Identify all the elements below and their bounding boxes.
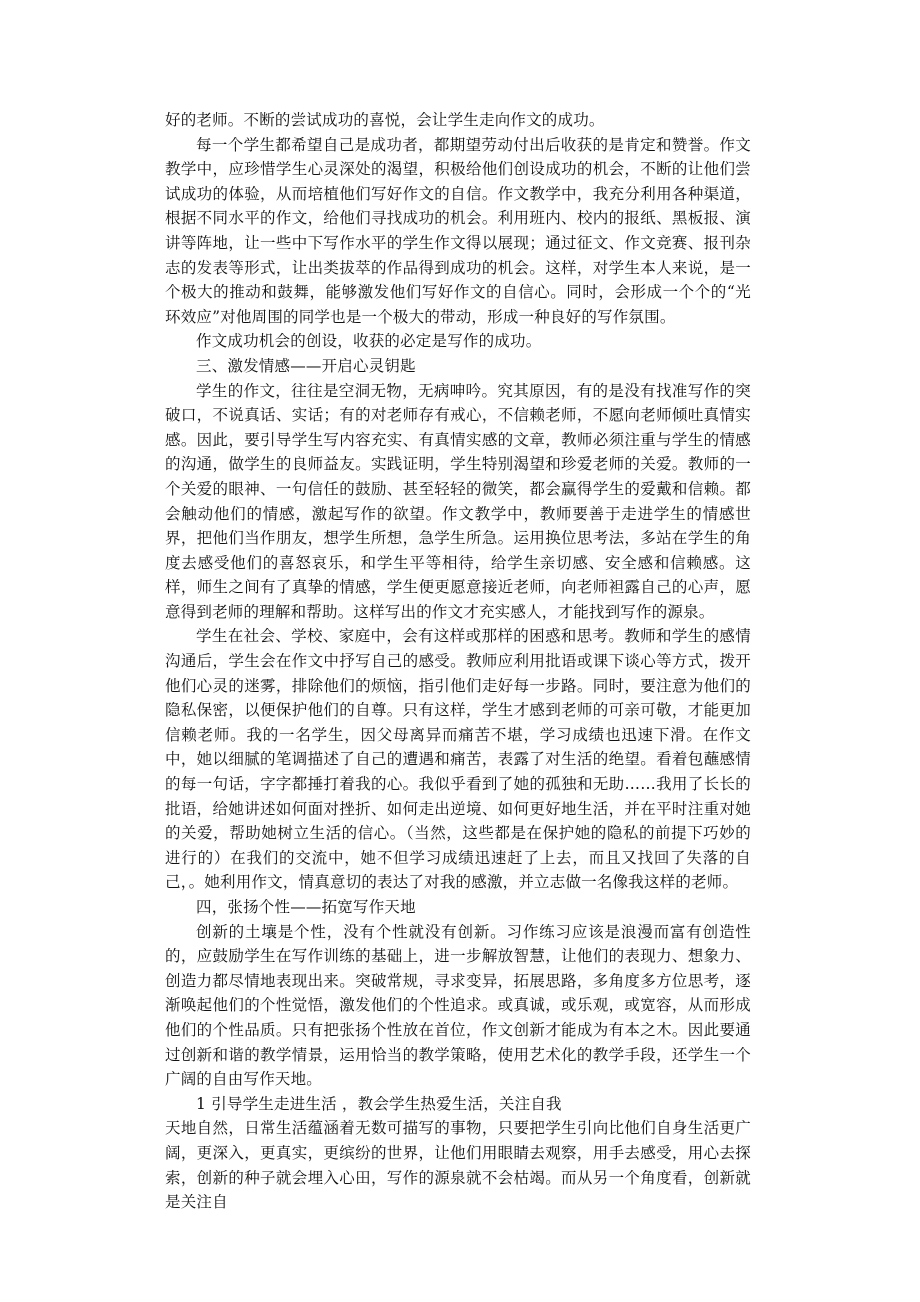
subsection-heading-1: 1 引导学生走进生活 ，教会学生热爱生活，关注自我 — [196, 1094, 562, 1113]
paragraph-success-confidence: 每一个学生都希望自己是成功者，都期望劳动付出后收获的是肯定和赞誉。作文教学中，应珍惜学生心灵深处的渴望，积极给他们创设成功的机会，不断的让他们尝试成功的体验，从而培植他们写好作文的自信。作文教学中，我充分利用各种渠道，根据不同水平的作文，给他们寻找成功的机会。利用班内、校内的报纸、黑板报、演讲等阵地，让一些中下写作水平的学生作文得以展现；通过征文、作文竞赛、报刊杂志的发表等形式，让出类拔萃的作品得到成功的机会。这样，对学生本人来说，是一个极大的推动和鼓舞，能够激发他们写好作文的自信心。同时，会形成一个个的“光环效应”对他周围的同学也是一个极大的带动，形成一种良好的写作氛围。 — [165, 135, 751, 326]
paragraph-success-summary: 作文成功机会的创设，收获的必定是写作的成功。 — [196, 332, 542, 351]
section-heading-3: 三、激发情感——开启心灵钥匙 — [196, 356, 416, 375]
paragraph-emotion-communication: 学生的作文，往往是空洞无物，无病呻吟。究其原因，有的是没有找准写作的突破口，不说真话、实话；有的对老师存有戒心，不信赖老师，不愿向老师倾吐真情实感。因此，要引导学生写内容充实、有真情实感的文章，教师必须注重与学生的情感的沟通，做学生的良师益友。实践证明，学生特别渴望和珍爱老师的关爱。教师的一个关爱的眼神、一句信任的鼓励、甚至轻轻的微笑，都会赢得学生的爱戴和信赖。都会触动他们的情感，激起写作的欲望。作文教学中，教师要善于走进学生的情感世界，把他们当作朋友，想学生所想，急学生所急。运用换位思考法，多站在学生的角度去感受他们的喜怒哀乐，和学生平等相待，给学生亲切感、安全感和信赖感。这样，师生之间有了真挚的情感，学生便更愿意接近老师，向老师袒露自己的心声，愿意得到老师的理解和帮助。这样写出的作文才充实感人，才能找到写作的源泉。 — [165, 381, 751, 621]
paragraph-student-story: 学生在社会、学校、家庭中，会有这样或那样的困惑和思考。教师和学生的感情沟通后，学生会在作文中抒写自己的感受。教师应利用批语或课下谈心等方式，拨开他们心灵的迷雾，排除他们的烦恼，指引他们走好每一步路。同时，要注意为他们的隐私保密，以便保护他们的自尊。只有这样，学生才感到老师的可亲可敬，才能更加信赖老师。我的一名学生，因父母离异而痛苦不堪，学习成绩也迅速下滑。在作文中，她以细腻的笔调描述了自己的遭遇和痛苦，表露了对生活的绝望。看着包蘸感情的每一句话，字字都捶打着我的心。我似乎看到了她的孤独和无助……我用了长长的批语，给她讲述如何面对挫折、如何走出逆境、如何更好地生活，并在平时注重对她的关爱，帮助她树立生活的信心。（当然，这些都是在保护她的隐私的前提下巧妙的进行的）在我们的交流中，她不但学习成绩迅速赶了上去，而且又找回了失落的自己，。她利用作文，情真意切的表达了对我的感激，并立志做一名像我这样的老师。 — [165, 627, 751, 892]
section-heading-4: 四，张扬个性——拓宽写作天地 — [196, 898, 416, 916]
paragraph-continuation: 好的老师。不断的尝试成功的喜悦，会让学生走向作文的成功。 — [165, 111, 605, 129]
paragraph-individuality: 创新的土壤是个性，没有个性就没有创新。习作练习应该是浪漫而富有创造性的，应鼓励学生在写作训练的基础上，进一步解放智慧，让他们的表现力、想象力、创造力都尽情地表现出来。突破常规，寻求变异，拓展思路，多角度多方位思考，逐渐唤起他们的个性觉悟，激发他们的个性追求。或真诚，或乐观，或宽容，从而形成他们的个性品质。只有把张扬个性放在首位，作文创新才能成为有本之木。因此要通过创新和谐的教学情景，运用恰当的教学策略，使用艺术化的教学手段，还学生一个广阔的自由写作天地。 — [165, 922, 751, 1089]
paragraph-life-observation: 天地自然，日常生活蕴涵着无数可描写的事物，只要把学生引向比他们自身生活更广阔，更深入，更真实，更缤纷的世界，让他们用眼睛去观察，用手去感受，用心去探索，创新的种子就会埋入心田，写作的源泉就不会枯竭。而从另一个角度看，创新就是关注自 — [165, 1119, 751, 1212]
document-page — [165, 108, 751, 1215]
